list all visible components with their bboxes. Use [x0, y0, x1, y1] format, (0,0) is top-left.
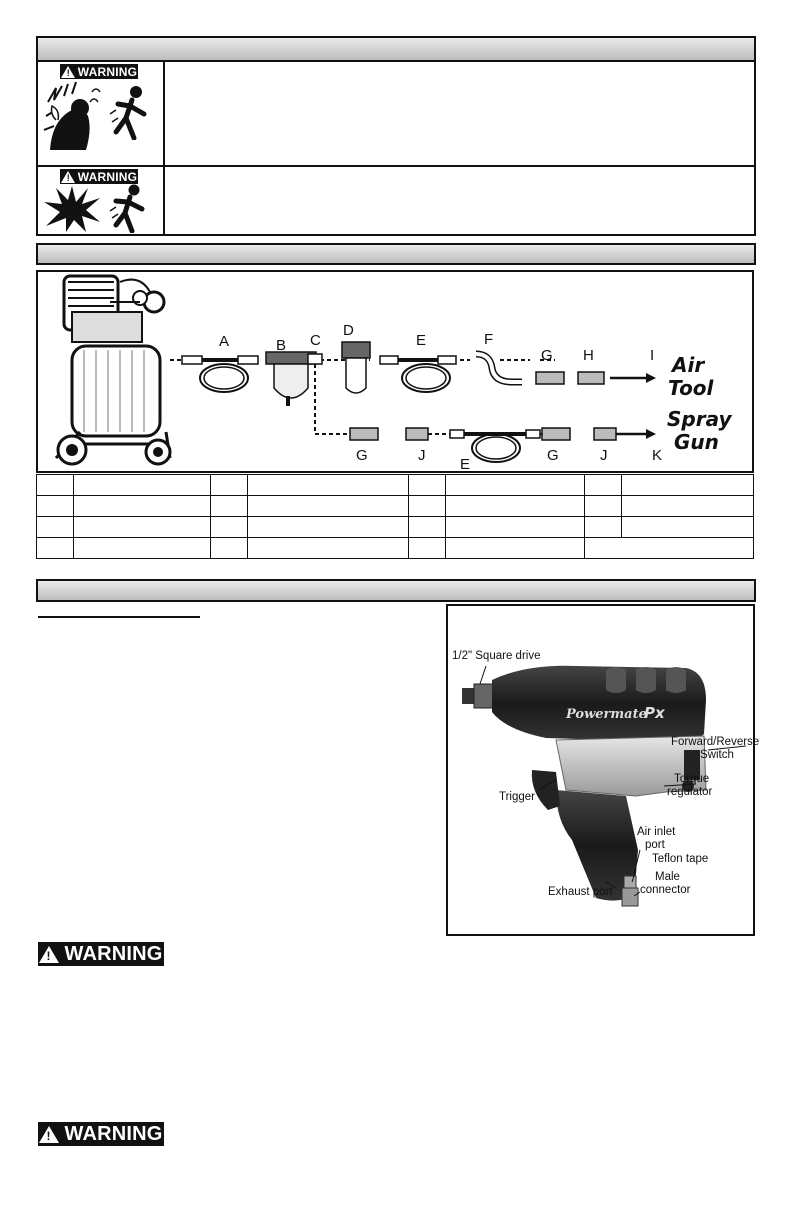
exhaust-port-label: Exhaust port [548, 886, 613, 898]
warning-badge-label: WARNING [77, 64, 138, 79]
section-header-bar [36, 579, 756, 602]
parts-table [36, 474, 754, 559]
diagram-label-h: H [583, 347, 594, 364]
warning-badge [60, 64, 138, 79]
diagram-label-k: K [652, 447, 663, 464]
diagram-label-g2: G [356, 447, 368, 464]
teflon-tape-label: Teflon tape [652, 853, 709, 865]
table-row [37, 517, 754, 538]
diagram-label-f: F [484, 331, 494, 348]
warning-badge-label: WARNING [64, 1122, 163, 1145]
electric-shock-icon [42, 80, 108, 156]
diagram-label-e2: E [460, 456, 471, 473]
warning-badge-3 [38, 942, 164, 966]
warning-triangle-icon: ! [61, 66, 75, 78]
torque-label-2: regulator [667, 786, 713, 798]
explosion-icon [42, 182, 102, 232]
system-header-bar [36, 243, 756, 265]
switch-label-2: Switch [700, 749, 734, 761]
diagram-label-g: G [541, 347, 553, 364]
warning-triangle-icon: ! [39, 946, 59, 963]
switch-label-1: Forward/Reverse [671, 736, 760, 748]
male-connector-label-2: connector [640, 884, 691, 896]
table-row [37, 475, 754, 496]
diagram-label-c: C [310, 332, 321, 349]
diagram-label-d: D [343, 322, 354, 339]
table-row [37, 538, 754, 559]
warning-header-bar [36, 36, 756, 62]
diagram-label-j2: J [600, 447, 608, 464]
running-person-icon [108, 84, 150, 140]
trigger-label: Trigger [499, 791, 535, 803]
air-inlet-label-2: port [645, 839, 665, 851]
air-compressor-illustration [50, 272, 178, 468]
brand-text: Powermate [566, 707, 647, 722]
warning-divider-vertical [163, 60, 165, 236]
diagram-label-g3: G [547, 447, 559, 464]
warning-divider-horizontal [36, 165, 756, 167]
warning-triangle-icon: ! [39, 1126, 59, 1143]
square-drive-label: 1/2" Square drive [452, 650, 541, 662]
section-subheading-underline [38, 616, 200, 618]
spray-gun-label-1: Spray [667, 407, 732, 431]
air-tool-label-2: Tool [668, 376, 714, 400]
diagram-label-i: I [650, 347, 655, 364]
warning-triangle-icon: ! [61, 171, 75, 183]
diagram-label-e: E [416, 332, 427, 349]
table-row [37, 496, 754, 517]
air-inlet-label-1: Air inlet [637, 826, 676, 838]
spray-gun-label-2: Gun [674, 430, 719, 454]
warning-badge-4 [38, 1122, 164, 1146]
diagram-label-j: J [418, 447, 426, 464]
air-tool-label-1: Air [672, 353, 705, 377]
svg-text:Px: Px [644, 704, 665, 722]
warning-badge-label: WARNING [77, 169, 138, 184]
hazard-person-icon [108, 183, 150, 233]
diagram-label-b: B [276, 337, 287, 354]
warning-badge-label: WARNING [64, 942, 163, 965]
torque-label-1: Torque [674, 773, 710, 785]
diagram-label-a: A [219, 333, 230, 350]
male-connector-label-1: Male [655, 871, 680, 883]
